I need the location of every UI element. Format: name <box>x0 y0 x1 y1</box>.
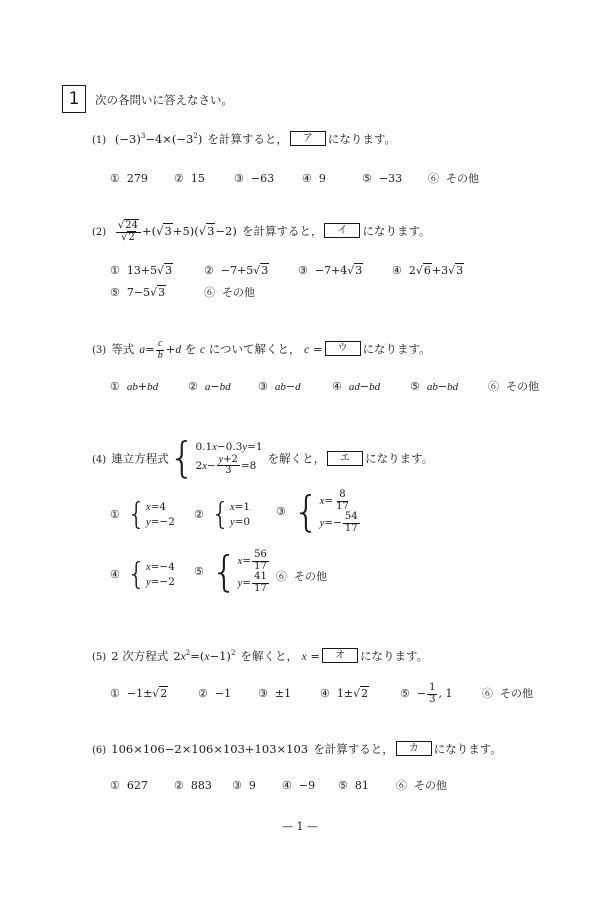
question-4-system: 0.1x−0.3y=1 2x− $\frac{y+2}{3}$ =8 <box>195 440 263 476</box>
question-5-text: を解くと， <box>240 649 298 663</box>
question-1-text: を計算すると， <box>207 132 288 146</box>
question-2-choices-row1 <box>110 264 464 277</box>
question-3-prefix: 等式 <box>111 342 135 356</box>
question-6-expression: 106×106−2×106×103+103×103 <box>111 742 309 756</box>
choice[interactable]: ⑥ その他 <box>482 687 533 700</box>
choice-4-1[interactable]: ① { x=4 y=−2 <box>110 497 175 532</box>
question-1-expression: $(-3)^3-4\times(-3^2)$ <box>111 132 203 146</box>
choice-4-3[interactable]: ③ { x= $\frac{8}{17}$ y=− $\frac{54}{17}$ <box>276 487 358 536</box>
question-number: (4) <box>92 454 107 466</box>
question-3: (3) 等式 a= $\frac{c}{b}$ +d を c について解くと， c = ウ になります。 <box>92 338 431 361</box>
answer-box-a[interactable]: ア <box>290 131 326 146</box>
choice[interactable]: ② 883 <box>174 779 212 792</box>
problem-number-box: 1 <box>62 85 86 113</box>
choice[interactable]: ③ ±1 <box>258 687 292 700</box>
question-number: (1) <box>92 135 107 146</box>
question-4-after: になります。 <box>365 451 434 466</box>
question-6-choices <box>110 777 447 793</box>
answer-box-ka[interactable]: カ <box>396 741 432 756</box>
question-4 <box>92 433 434 482</box>
choice[interactable]: ⑥ その他 <box>396 779 447 792</box>
choice[interactable]: ④ −9 <box>282 779 316 792</box>
choice[interactable]: ① 279 <box>110 172 148 185</box>
question-number: (6) <box>92 745 107 756</box>
choice-4-2[interactable]: ② { x=1 y=0 <box>194 497 251 532</box>
question-2-text: を計算すると， <box>241 224 323 238</box>
question-6-text: を計算すると， <box>313 742 394 756</box>
choice[interactable]: ⑥ その他 <box>204 286 255 299</box>
choice[interactable]: ④ ad−bd <box>332 380 381 393</box>
question-6 <box>92 738 502 757</box>
page-number: — 1 — <box>282 820 318 833</box>
choice[interactable]: ③ −7+4√3 <box>298 264 363 277</box>
choice-4-4[interactable]: ④ { x=−4 y=−2 <box>110 557 175 592</box>
question-3-choices <box>110 378 539 394</box>
question-2-choices-row2 <box>110 284 255 300</box>
question-5: (5) 2 次方程式 $2x^2=(x-1)^2$ を解くと， x = オ になります。 <box>92 649 429 663</box>
choice[interactable]: ② −7+5√3 <box>204 264 269 277</box>
choice[interactable]: ② 15 <box>174 172 205 185</box>
choice[interactable]: ① ab+bd <box>110 380 159 393</box>
question-3-middle: について解くと， <box>208 342 301 356</box>
choice-4-6[interactable]: ⑥ その他 <box>276 570 327 583</box>
choice[interactable]: ⑤ − $\frac{1}{3}$ , 1 <box>400 682 453 705</box>
answer-box-e[interactable]: エ <box>327 451 363 466</box>
answer-box-o[interactable]: オ <box>322 648 358 663</box>
question-2-expression: $\frac{√24}{√2}$ +(√3+5)(√3−2) <box>117 220 237 243</box>
question-4-text: を解くと， <box>267 451 326 466</box>
question-5-equation: $2x^2=(x-1)^2$ <box>173 649 236 663</box>
choice[interactable]: ③ ab−d <box>258 380 301 393</box>
question-number: (3) <box>92 345 107 356</box>
question-2 <box>92 220 431 243</box>
choice-4-5[interactable]: ⑤ { x= $\frac{56}{17}$ y= $\frac{41}{17}$ <box>194 547 267 596</box>
choice[interactable]: ③ −63 <box>234 172 275 185</box>
question-number: (5) <box>92 652 107 663</box>
choice[interactable]: ④ 9 <box>302 172 326 185</box>
answer-box-i[interactable]: イ <box>324 223 360 238</box>
question-6-after: になります。 <box>433 742 502 756</box>
choice[interactable]: ⑤ 81 <box>338 779 369 792</box>
choice[interactable]: ⑤ ab−bd <box>410 380 459 393</box>
choice[interactable]: ① 13+5√3 <box>110 264 173 277</box>
choice[interactable]: ② a−bd <box>188 380 231 393</box>
choice[interactable]: ⑤ 7−5√3 <box>110 286 166 299</box>
question-number: (2) <box>92 227 107 238</box>
question-5-after: になります。 <box>360 649 429 663</box>
question-3-after: になります。 <box>362 342 431 356</box>
choice[interactable]: ① −1±√2 <box>110 687 168 700</box>
choice[interactable]: ⑥ その他 <box>428 172 479 185</box>
question-1-choices <box>110 170 479 186</box>
question-1 <box>92 128 396 147</box>
choice[interactable]: ④ 1±√2 <box>320 687 369 700</box>
choice[interactable]: ④ 2√6+3√3 <box>392 264 464 277</box>
question-3-equation: a= $\frac{c}{b}$ +d を c <box>139 338 206 361</box>
question-1-after: になります。 <box>327 132 397 146</box>
choice[interactable]: ⑥ その他 <box>488 380 539 393</box>
choice[interactable]: ③ 9 <box>232 779 256 792</box>
choice[interactable]: ② −1 <box>198 687 232 700</box>
brace: { <box>168 433 196 482</box>
question-5-prefix: 2 次方程式 <box>111 649 169 663</box>
question-5-choices <box>110 683 533 705</box>
answer-box-u[interactable]: ウ <box>325 341 361 356</box>
instruction: 次の各問いに答えなさい。 <box>95 93 233 107</box>
choice[interactable]: ① 627 <box>110 779 148 792</box>
question-4-prefix: 連立方程式 <box>111 451 169 466</box>
choice[interactable]: ⑤ −33 <box>362 172 403 185</box>
question-2-after: になります。 <box>362 224 431 238</box>
